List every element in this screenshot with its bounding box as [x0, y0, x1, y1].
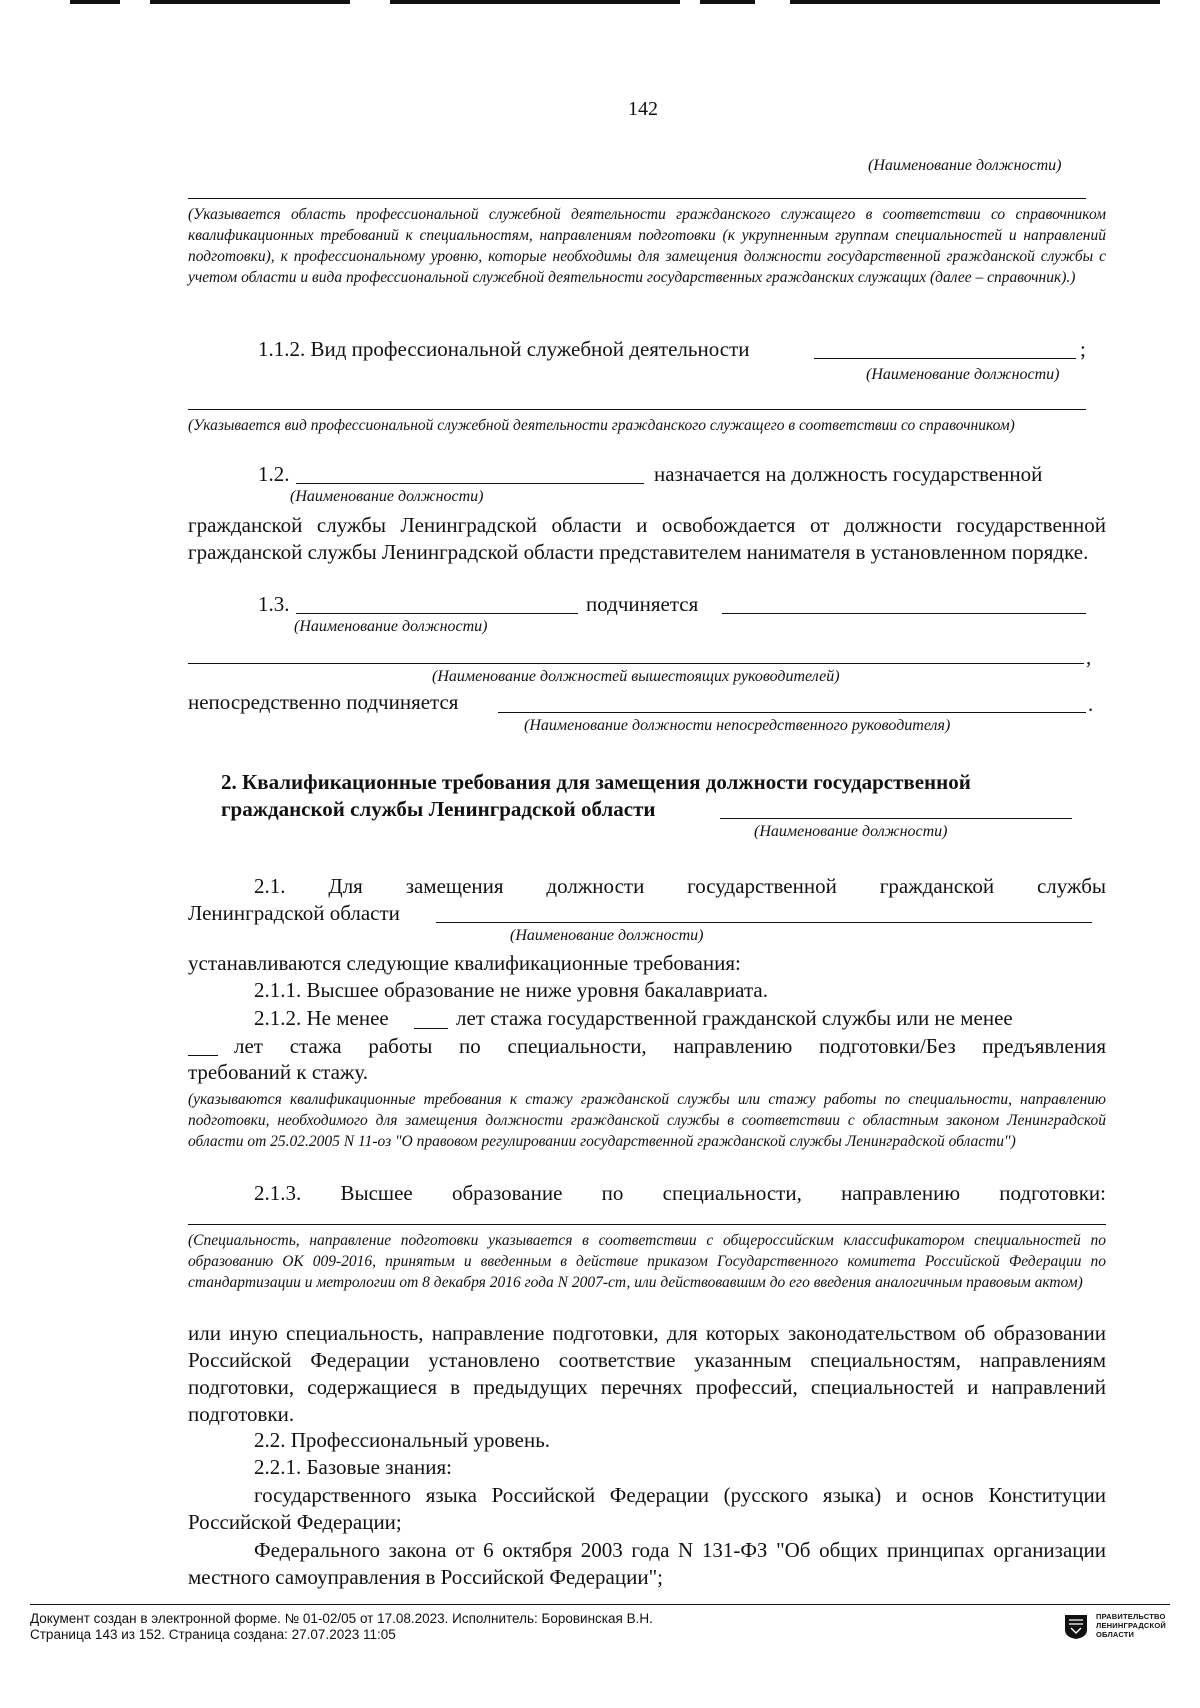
- footer-line-2: Страница 143 из 152. Страница создана: 27.07.2023 11:05: [30, 1627, 396, 1642]
- note-area: (Указывается область профессиональной служебной деятельности гражданского служащего в соответствии со справочником квалификационных требований к специальностям, направлениям подготовки (к укрупненным группам специальностей и направлений подготовки), к профессиональному уровню, которые необходимы для замещения должности государственной гражданской службы с учетом области и вида профессиональной служебной деятельности государственных гражданских служащих (далее – справочник).): [188, 206, 1106, 286]
- item-1-3-number: 1.3.: [258, 592, 290, 616]
- blank-line: [814, 358, 1076, 359]
- blank-line: [188, 1055, 218, 1056]
- section-2-heading-line2: гражданской службы Ленинградской области: [221, 797, 656, 821]
- direct-supervisor-label: непосредственно подчиняется: [188, 690, 459, 714]
- item-2-1-2-d: требований к стажу.: [188, 1060, 369, 1084]
- lenoblast-emblem-icon: [1062, 1612, 1090, 1640]
- item-2-1-line3: устанавливаются следующие квалификационные требования:: [188, 951, 741, 975]
- logo-caption: [1096, 1612, 1166, 1639]
- caption-position-1-3: (Наименование должности): [294, 618, 488, 635]
- item-2-1-2-c: лет стажа работы по специальности, направлению подготовки/Без предъявления: [234, 1034, 1106, 1058]
- caption-position-section-2: (Наименование должности): [754, 823, 948, 840]
- blank-line: [188, 663, 1084, 664]
- blank-line: [722, 613, 1086, 614]
- item-1-2-text: назначается на должность государственной: [654, 462, 1043, 486]
- scan-top-bar: [70, 0, 120, 4]
- blank-line: [296, 483, 644, 484]
- caption-direct-supervisor: (Наименование должности непосредственного руководителя): [524, 717, 951, 734]
- note-kind: (Указывается вид профессиональной служебной деятельности гражданского служащего в соответствии со справочником): [188, 417, 1015, 434]
- item-2-1-3: 2.1.3. Высшее образование по специальности, направлению подготовки:: [254, 1181, 1106, 1205]
- item-2-1-1: 2.1.1. Высшее образование не ниже уровня бакалавриата.: [254, 978, 768, 1002]
- scan-top-bar: [790, 0, 1160, 4]
- caption-position-top: (Наименование должности): [868, 157, 1062, 174]
- blank-line: [188, 1224, 1106, 1225]
- page-number: 142: [628, 98, 658, 120]
- item-2-2-1: 2.2.1. Базовые знания:: [254, 1455, 452, 1479]
- item-2-1-2-a: 2.1.2. Не менее: [254, 1006, 389, 1030]
- caption-position-1-2: (Наименование должности): [290, 488, 484, 505]
- blank-line-comma: ,: [1086, 645, 1092, 669]
- note-experience: (указываются квалификационные требования к стажу гражданской службы или стажу работы по специальности, направлению подготовки, необходимого для замещения должности гражданской службы в соответствии с областным законом Ленинградской области от 25.02.2005 N 11-оз "О правовом регулировании государственной гражданской службы Ленинградской области"): [188, 1091, 1106, 1150]
- item-2-1-line1: 2.1. Для замещения должности государственной гражданской службы: [254, 874, 1106, 898]
- logo-text-line-2: ЛЕНИНГРАДСКОЙ: [1096, 1621, 1166, 1630]
- caption-position-2-1: (Наименование должности): [510, 927, 704, 944]
- blank-line-period: .: [1088, 692, 1094, 716]
- blank-line: [720, 818, 1072, 819]
- item-1-2-continuation: гражданской службы Ленинградской области и освобождается от должности государственной гражданской службы Ленинградской области представителем нанимателя в установленном порядке.: [188, 513, 1106, 564]
- item-1-1-2: 1.1.2. Вид профессиональной служебной деятельности: [258, 337, 750, 361]
- paragraph-state-language: государственного языка Российской Федерации (русского языка) и основ Конституции Российской Федерации;: [188, 1483, 1106, 1534]
- blank-line: [188, 198, 1086, 199]
- item-2-1-2-b: лет стажа государственной гражданской службы или не менее: [456, 1006, 1013, 1030]
- blank-line: [498, 712, 1086, 713]
- blank-line: [436, 922, 1092, 923]
- section-2-heading-line1: 2. Квалификационные требования для замещения должности государственной: [221, 770, 971, 794]
- scan-top-bar: [390, 0, 680, 4]
- blank-line: [414, 1028, 448, 1029]
- paragraph-other-specialty: или иную специальность, направление подготовки, для которых законодательством об образовании Российской Федерации установлено соответствие указанным специальностям, направлениям подготовки, содержащиеся в предыдущих перечнях профессий, специальностей и направлений подготовки.: [188, 1321, 1106, 1426]
- caption-superiors: (Наименование должностей вышестоящих руководителей): [432, 668, 840, 685]
- item-1-1-2-end: ;: [1080, 337, 1086, 361]
- scan-top-bar: [700, 0, 755, 4]
- item-1-2-number: 1.2.: [258, 462, 290, 486]
- item-2-1-line2: Ленинградской области: [188, 901, 400, 925]
- logo-text-line-3: ОБЛАСТИ: [1096, 1630, 1135, 1639]
- logo-text-line-1: ПРАВИТЕЛЬСТВО: [1096, 1612, 1166, 1621]
- scan-top-bar: [150, 0, 350, 4]
- caption-position-1-1-2: (Наименование должности): [866, 366, 1060, 383]
- document-footer: [30, 1611, 653, 1643]
- paragraph-federal-law: Федерального закона от 6 октября 2003 года N 131-ФЗ "Об общих принципах организации местного самоуправления в Российской Федерации";: [188, 1538, 1106, 1589]
- item-2-2: 2.2. Профессиональный уровень.: [254, 1428, 551, 1452]
- blank-line: [296, 613, 578, 614]
- footer-line-1: Документ создан в электронной форме. № 01-02/05 от 17.08.2023. Исполнитель: Боровинская В.Н.: [30, 1611, 653, 1626]
- note-specialty: (Специальность, направление подготовки указывается в соответствии с общероссийским классификатором специальностей по образованию ОК 009-2016, принятым и введенным в действие приказом Государственного комитета Российской Федерации по стандартизации и метрологии от 8 декабря 2016 года N 2007-ст, или действовавшим до его введения аналогичным правовым актом): [188, 1232, 1106, 1291]
- item-1-3-text: подчиняется: [586, 592, 699, 616]
- footer-divider: [30, 1604, 1170, 1605]
- blank-line: [188, 409, 1086, 410]
